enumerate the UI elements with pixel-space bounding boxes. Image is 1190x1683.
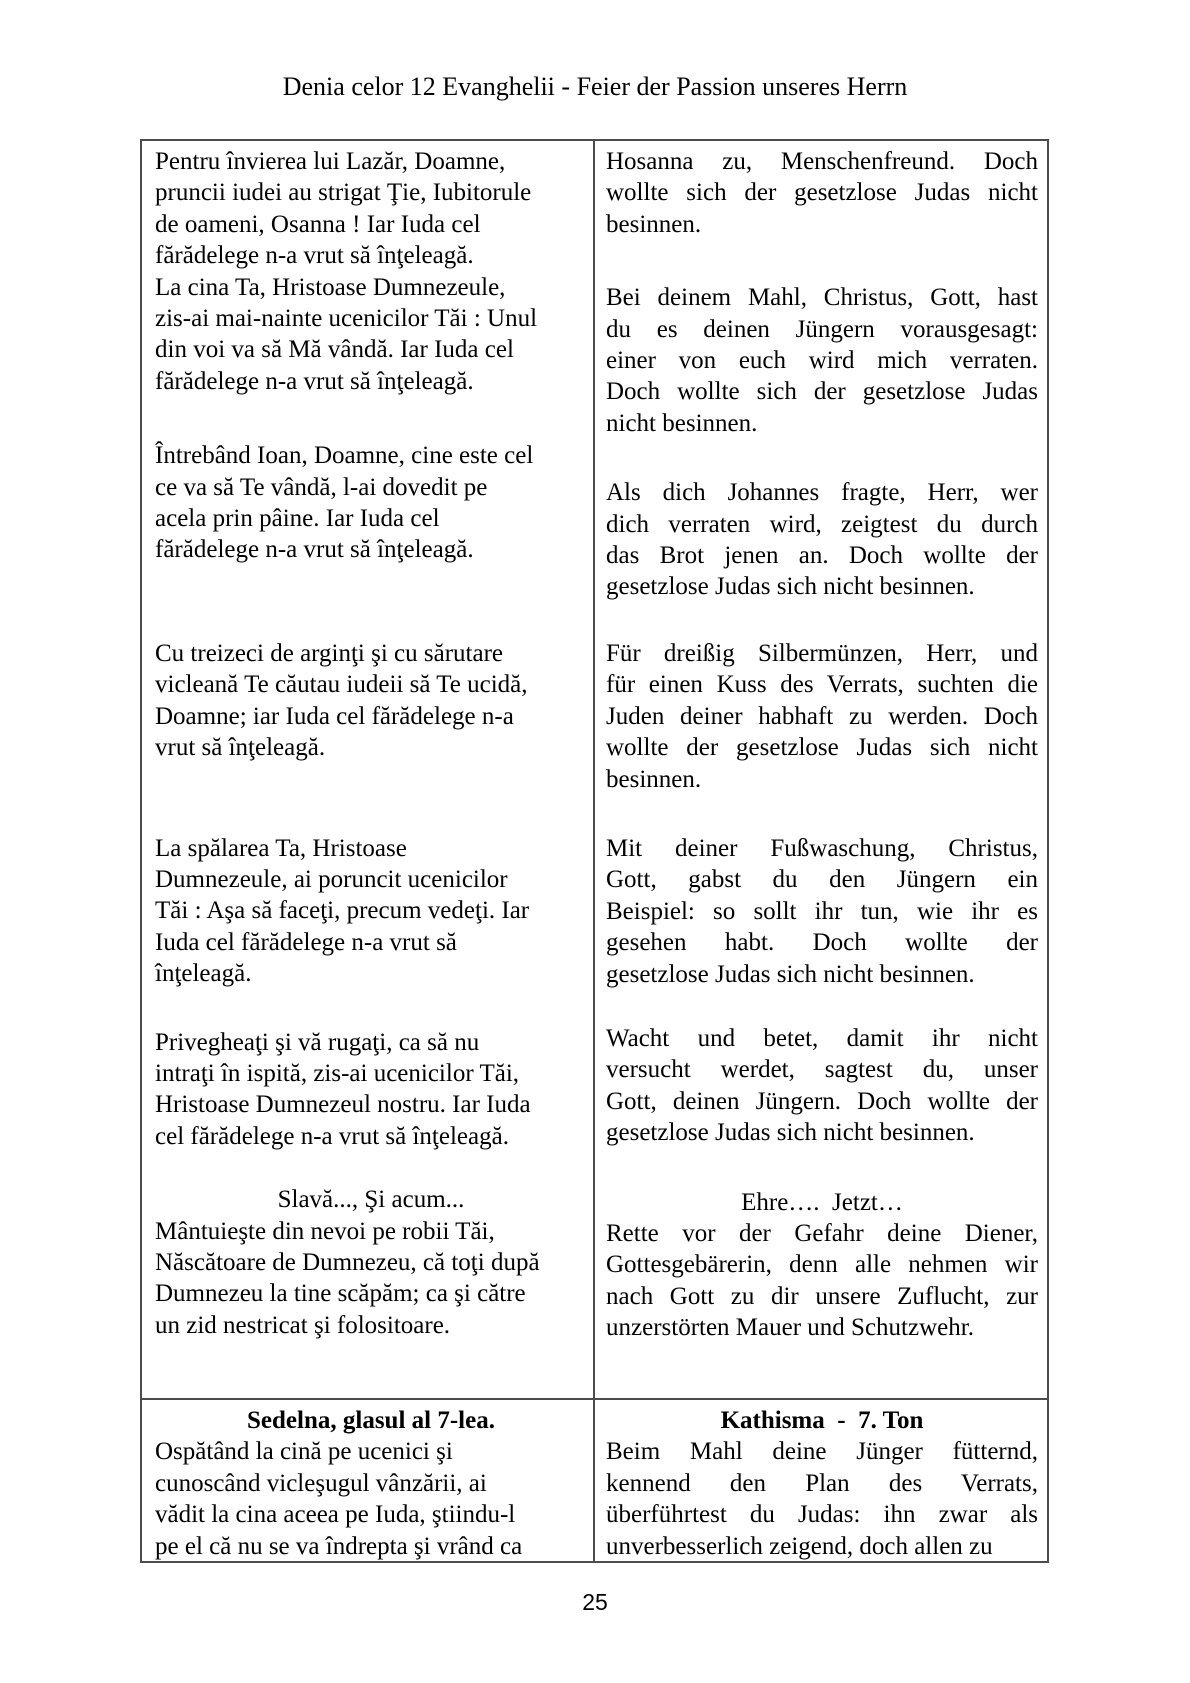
table-row-sedelna — [142, 1400, 1047, 1561]
doxology-line-romanian: Slavă..., Şi acum... — [277, 1186, 465, 1214]
table-cell-german-hymns — [595, 141, 1047, 1398]
paragraph-ro-sedelna: Ospătând la cină pe ucenici şi cunoscând vicleşugul vânzării, ai vădit la cina aceea pe Iuda, ştiindu-l pe el că nu se va îndrepta şi vrând ca — [155, 1438, 523, 1560]
section-heading-romanian: Sedelna, glasul al 7-lea. — [247, 1407, 495, 1434]
liturgical-table — [140, 139, 1049, 1563]
paragraph-ro-5: La spălarea Ta, Hristoase Dumnezeule, ai poruncit ucenicilor Tăi : Aşa să faceţi, precum vedeţi. Iar Iuda cel fărădelege n-a vrut să înţeleagă. — [155, 834, 530, 988]
paragraph-ro-3: Întrebând Ioan, Doamne, cine este cel ce va să Te vândă, l-ai dovedit pe acela prin pâine. Iar Iuda cel fărădelege n-a vrut să înţeleagă. — [155, 442, 534, 564]
paragraph-de-2: Bei deinem Mahl, Christus, Gott, hast du es deinen Jüngern vorausgesagt: einer von euch wird mich verraten. Doch wollte sich der gesetzlose Judas nicht besinnen. — [606, 284, 1038, 437]
page-number: 25 — [582, 1589, 608, 1615]
section-heading-german: Kathisma - 7. Ton — [720, 1407, 924, 1434]
paragraph-ro-7: Mântuieşte din nevoi pe robii Tăi, Născătoare de Dumnezeu, că toţi după Dumnezeu la tine scăpăm; ca şi către un zid nestricat şi folositoare. — [155, 1217, 540, 1339]
paragraph-de-7: Rette vor der Gefahr deine Diener, Gottesgebärerin, denn alle nehmen wir nach Gott zu dir unsere Zuflucht, zur unzerstörten Mauer und Schutzwehr. — [606, 1219, 1038, 1342]
doxology-line-german: Ehre…. Jetzt… — [741, 1188, 903, 1216]
paragraph-de-kathisma: Beim Mahl deine Jünger fütternd, kennend den Plan des Verrats, überführtest du Judas: ihn zwar als unverbesserlich zeigend, doch allen zu — [606, 1438, 1038, 1560]
table-cell-romanian-hymns — [142, 141, 595, 1398]
paragraph-de-5: Mit deiner Fußwaschung, Christus, Gott, gabst du den Jüngern ein Beispiel: so sollt ihr tun, wie ihr es gesehen habt. Doch wollte der gesetzlose Judas sich nicht besinnen. — [606, 834, 1038, 988]
paragraph-de-3: Als dich Johannes fragte, Herr, wer dich verraten wird, zeigtest du durch das Brot jenen an. Doch wollte der gesetzlose Judas sich nicht besinnen. — [606, 479, 1038, 601]
table-row-hymns — [142, 141, 1047, 1400]
paragraph-ro-2: La cina Ta, Hristoase Dumnezeule, zis-ai mai-nainte ucenicilor Tăi : Unul din voi va să Mă vândă. Iar Iuda cel fărădelege n-a vrut să înţeleagă. — [155, 273, 538, 395]
paragraph-de-1: Hosanna zu, Menschenfreund. Doch wollte sich der gesetzlose Judas nicht besinnen. — [606, 148, 1038, 238]
table-cell-romanian-sedelna — [142, 1400, 595, 1561]
paragraph-de-6: Wacht und betet, damit ihr nicht versucht werdet, sagtest du, unser Gott, deinen Jüngern. Doch wollte der gesetzlose Judas sich nicht besinnen. — [606, 1024, 1038, 1147]
paragraph-de-4: Für dreißig Silbermünzen, Herr, und für einen Kuss des Verrats, suchten die Juden deiner habhaft zu werden. Doch wollte der gesetzlose Judas sich nicht besinnen. — [606, 639, 1038, 793]
paragraph-ro-1: Pentru învierea lui Lazăr, Doamne, pruncii iudei au strigat Ţie, Iubitorule de oameni, Osanna ! Iar Iuda cel fărădelege n-a vrut să înţeleagă. — [155, 148, 532, 270]
table-cell-german-kathisma — [595, 1400, 1047, 1561]
page-title: Denia celor 12 Evanghelii - Feier der Passion unseres Herrn — [282, 72, 908, 101]
paragraph-ro-6: Privegheaţi şi vă rugaţi, ca să nu intraţi în ispită, zis-ai ucenicilor Tăi, Hristoase Dumnezeul nostru. Iar Iuda cel fărădelege n-a vrut să înţeleagă. — [155, 1028, 531, 1150]
paragraph-ro-4: Cu treizeci de arginţi şi cu sărutare vicleană Te căutau iudeii să Te ucidă, Doamne; iar Iuda cel fărădelege n-a vrut să înţeleagă. — [155, 639, 528, 762]
